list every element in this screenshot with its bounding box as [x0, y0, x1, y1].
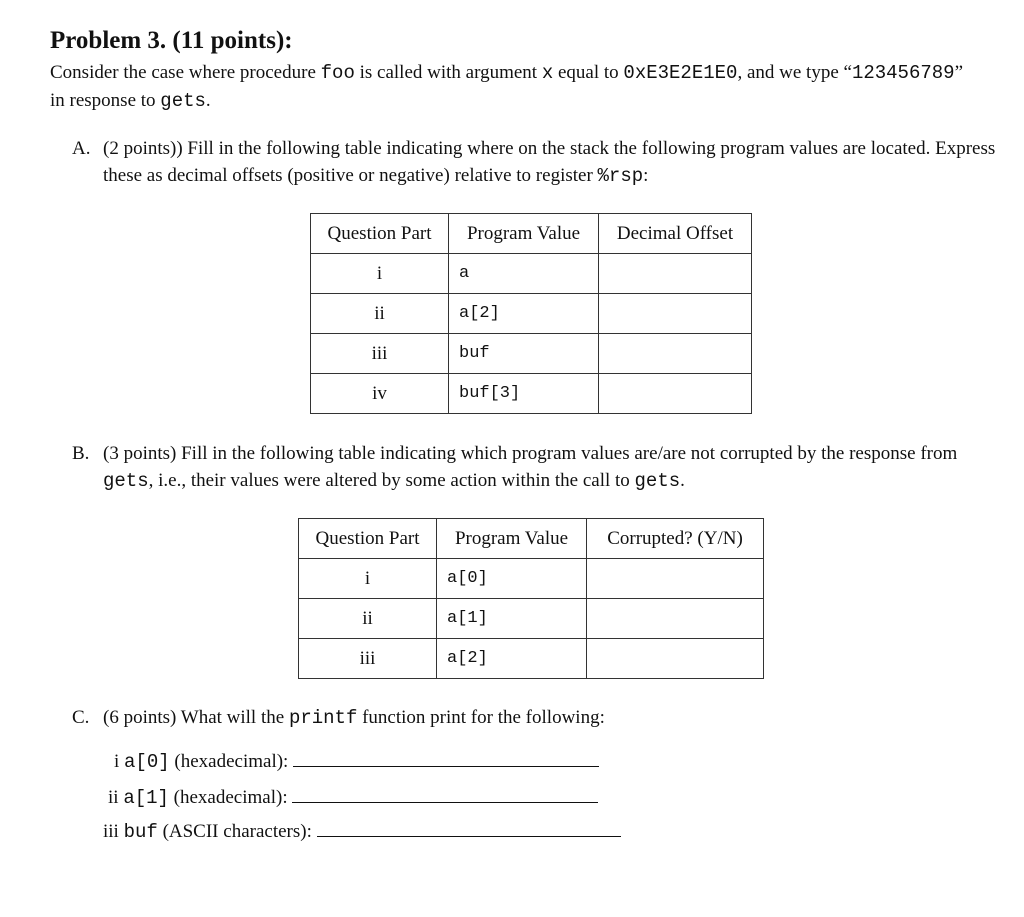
decimal-offset-cell[interactable] [599, 374, 752, 414]
column-header: Program Value [437, 519, 587, 559]
question-part: ii [299, 599, 437, 639]
answer-blank[interactable] [293, 748, 599, 767]
answer-line-a0 [114, 748, 599, 774]
table-header-row [311, 214, 752, 254]
column-header: Question Part [299, 519, 437, 559]
question-part: i [299, 559, 437, 599]
item-number: iii [103, 821, 119, 842]
question-part: ii [311, 294, 449, 334]
intro-text: equal to [553, 62, 624, 83]
part-c-text: function print for the following: [357, 707, 605, 728]
question-part: iv [311, 374, 449, 414]
program-value: a[1] [437, 599, 587, 639]
problem-intro [50, 59, 980, 115]
argument-name: x [541, 62, 554, 84]
part-a-label: A. [72, 138, 91, 159]
table-row [299, 639, 764, 679]
register-name: %rsp [597, 165, 644, 187]
decimal-offset-cell[interactable] [599, 294, 752, 334]
table-row [311, 334, 752, 374]
problem-title: Problem 3. (11 points): [50, 27, 293, 54]
decimal-offset-cell[interactable] [599, 254, 752, 294]
program-value: buf [449, 334, 599, 374]
part-b-text: (3 points) Fill in the following table indicating which program values are/are not corrupted by the response from [103, 443, 958, 464]
intro-text: is called with argument [354, 62, 542, 83]
corrupted-cell[interactable] [587, 639, 764, 679]
corrupted-cell[interactable] [587, 599, 764, 639]
program-value: buf [123, 821, 158, 843]
part-a-prompt [72, 135, 998, 190]
item-description: (hexadecimal): [169, 751, 294, 772]
intro-text: . [205, 90, 211, 111]
program-value: buf[3] [449, 374, 599, 414]
function-name: gets [160, 90, 206, 112]
decimal-offset-cell[interactable] [599, 334, 752, 374]
answer-line-a1 [108, 784, 598, 810]
part-b-text: , i.e., their values were altered by some action within the call to [148, 470, 635, 491]
program-value: a[2] [449, 294, 599, 334]
function-name: gets [103, 470, 149, 492]
column-header: Corrupted? (Y/N) [587, 519, 764, 559]
part-c-label: C. [72, 707, 90, 728]
part-a-text: (2 points)) Fill in the following table indicating where on the stack the following program values are located. Express these as decimal offsets (positive or negative) relative to register [103, 138, 996, 186]
program-value: a [449, 254, 599, 294]
part-c-prompt [72, 704, 967, 732]
intro-text: Consider the case where procedure [50, 62, 321, 83]
stack-offset-table [310, 213, 752, 414]
part-a-text: : [643, 165, 649, 186]
intro-text: ” in response to [50, 62, 963, 111]
question-part: i [311, 254, 449, 294]
program-value: a[2] [437, 639, 587, 679]
argument-value: 0xE3E2E1E0 [623, 62, 738, 84]
part-c-text: (6 points) What will the [103, 707, 289, 728]
table-row [311, 294, 752, 334]
answer-line-buf [103, 818, 621, 844]
table-header-row [299, 519, 764, 559]
column-header: Question Part [311, 214, 449, 254]
program-value: a[1] [123, 787, 169, 809]
function-name: printf [288, 707, 358, 729]
program-value: a[0] [124, 751, 170, 773]
question-part: iii [311, 334, 449, 374]
item-number: i [114, 751, 120, 772]
question-part: iii [299, 639, 437, 679]
corruption-table [298, 518, 764, 679]
answer-blank[interactable] [317, 818, 621, 837]
item-number: ii [108, 787, 119, 808]
item-description: (hexadecimal): [168, 787, 293, 808]
part-b-prompt [72, 440, 998, 495]
column-header: Program Value [449, 214, 599, 254]
part-b-label: B. [72, 443, 90, 464]
column-header: Decimal Offset [599, 214, 752, 254]
table-row [311, 254, 752, 294]
function-name: gets [634, 470, 681, 492]
input-string: 123456789 [851, 62, 955, 84]
table-row [311, 374, 752, 414]
item-description: (ASCII characters): [157, 821, 317, 842]
table-row [299, 599, 764, 639]
corrupted-cell[interactable] [587, 559, 764, 599]
program-value: a[0] [437, 559, 587, 599]
intro-text: , and we type “ [737, 62, 852, 83]
table-row [299, 559, 764, 599]
part-b-text: . [680, 470, 685, 491]
procedure-name: foo [320, 62, 355, 84]
answer-blank[interactable] [292, 784, 598, 803]
